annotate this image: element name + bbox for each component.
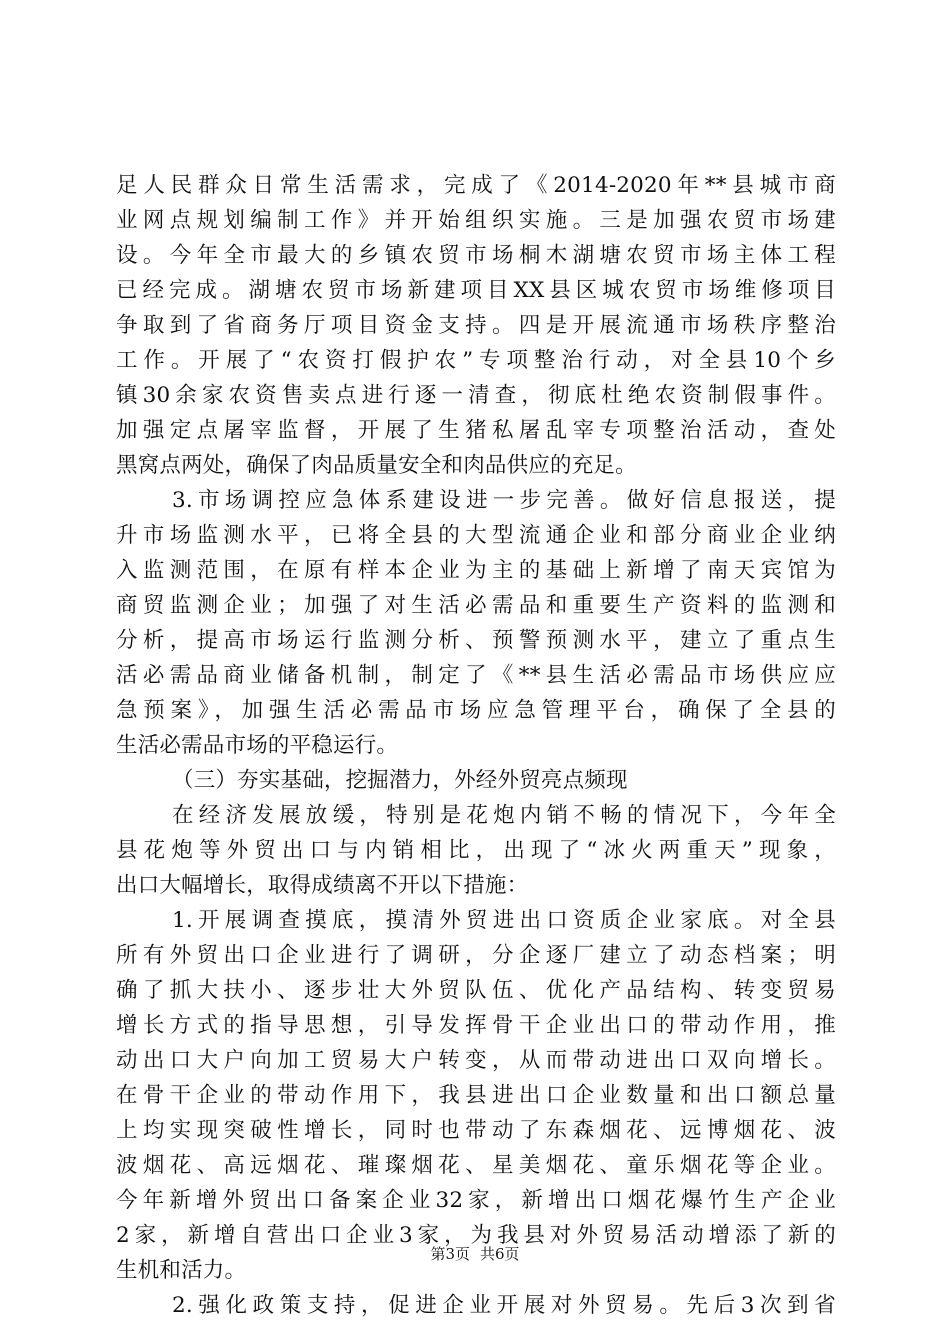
text-line: 所有外贸出口企业进行了调研，分企逐厂建立了动态档案；明: [116, 943, 836, 968]
text-line: 争取到了省商务厅项目资金支持。四是开展流通市场秩序整治: [116, 313, 836, 338]
text-line: 升市场监测水平，已将全县的大型流通企业和部分商业企业纳: [116, 523, 836, 548]
text-line: 黑窝点两处，确保了肉品质量安全和肉品供应的充足。: [116, 453, 637, 478]
text-line: 县花炮等外贸出口与内销相比，出现了“冰火两重天”现象，: [116, 838, 836, 863]
text-line: 出口大幅增长，取得成绩离不开以下措施：: [116, 873, 529, 898]
text-line: 入监测范围，在原有样本企业为主的基础上新增了南天宾馆为: [116, 558, 836, 583]
text-line: 商贸监测企业；加强了对生活必需品和重要生产资料的监测和: [116, 593, 836, 618]
text-line: 确了抓大扶小、逐步壮大外贸队伍、优化产品结构、转变贸易: [116, 978, 836, 1003]
text-line: 加强定点屠宰监督，开展了生猪私屠乱宰专项整治活动，查处: [116, 418, 836, 443]
paragraph-start-line: 1.开展调查摸底，摸清外贸进出口资质企业家底。对全县: [172, 908, 836, 933]
text-line: 活必需品商业储备机制，制定了《**县生活必需品市场供应应: [116, 663, 836, 688]
section-heading: （三）夯实基础，挖掘潜力，外经外贸亮点频现: [172, 768, 628, 793]
text-line: 在骨干企业的带动作用下，我县进出口企业数量和出口额总量: [116, 1083, 836, 1108]
text-line: 设。今年全市最大的乡镇农贸市场桐木湖塘农贸市场主体工程: [116, 243, 836, 268]
text-line: 分析，提高市场运行监测分析、预警预测水平，建立了重点生: [116, 628, 836, 653]
text-line: 今年新增外贸出口备案企业32家，新增出口烟花爆竹生产企业: [116, 1188, 836, 1213]
body-text: [116, 168, 836, 1323]
text-line: 镇30余家农资售卖点进行逐一清查，彻底杜绝农资制假事件。: [116, 383, 836, 408]
text-line: 生机和活力。: [116, 1258, 247, 1283]
text-line: 业网点规划编制工作》并开始组织实施。三是加强农贸市场建: [116, 208, 836, 233]
text-line: 增长方式的指导思想，引导发挥骨干企业出口的带动作用，推: [116, 1013, 836, 1038]
paragraph-start-line: 3.市场调控应急体系建设进一步完善。做好信息报送，提: [172, 488, 836, 513]
text-line: 已经完成。湖塘农贸市场新建项目XX县区城农贸市场维修项目: [116, 278, 836, 303]
text-line: 工作。开展了“农资打假护农”专项整治行动，对全县10个乡: [116, 348, 836, 373]
text-line: 2家，新增自营出口企业3家，为我县对外贸易活动增添了新的: [116, 1223, 836, 1248]
page-number: 第3页: [430, 1245, 470, 1263]
text-line: 足人民群众日常生活需求，完成了《2014-2020年**县城市商: [116, 173, 836, 198]
paragraph-start-line: 在经济发展放缓，特别是花炮内销不畅的情况下，今年全: [172, 803, 836, 828]
text-line: 动出口大户向加工贸易大户转变，从而带动进出口双向增长。: [116, 1048, 836, 1073]
text-line: 急预案》，加强生活必需品市场应急管理平台，确保了全县的: [116, 698, 836, 723]
text-line: 生活必需品市场的平稳运行。: [116, 733, 399, 758]
text-line: 波烟花、高远烟花、璀璨烟花、星美烟花、童乐烟花等企业。: [116, 1153, 836, 1178]
text-line: 上均实现突破性增长，同时也带动了东森烟花、远博烟花、波: [116, 1118, 836, 1143]
page-total: 共6页: [480, 1245, 520, 1263]
page-footer: [0, 1244, 950, 1264]
paragraph-start-line: 2.强化政策支持，促进企业开展对外贸易。先后3次到省: [172, 1293, 836, 1318]
